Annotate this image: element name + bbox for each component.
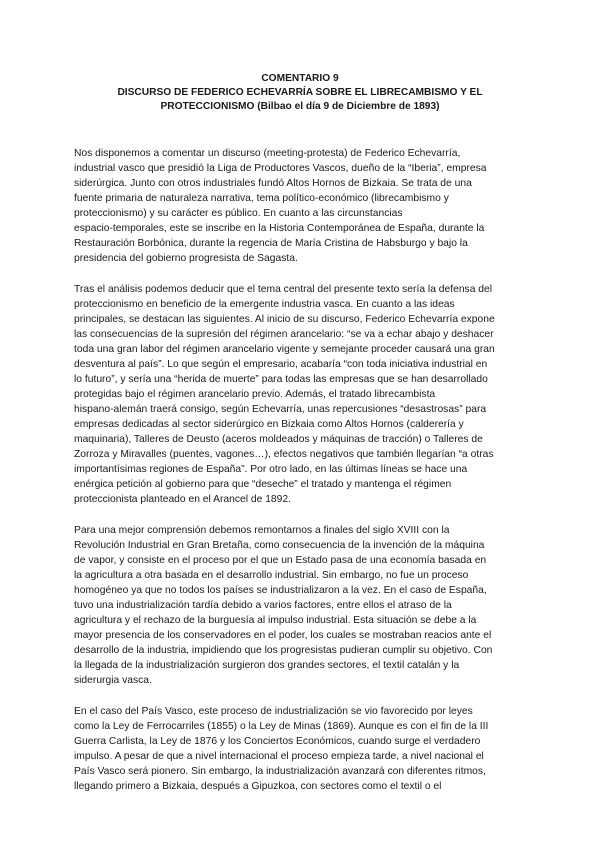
- title-line-1: COMENTARIO 9: [261, 73, 339, 84]
- paragraph-line: protegidas bajo el régimen arancelario previo. Además, el tratado librecambista: [74, 389, 436, 400]
- paragraph-line: maquinaria), Talleres de Deusto (aceros moldeados y máquinas de tracción) o Talleres de: [74, 434, 483, 445]
- paragraph-line: País Vasco será pionero. Sin embargo, la industrialización avanzará con diferentes ritmos,: [74, 766, 486, 777]
- paragraph-line: siderurgia vasca.: [74, 675, 152, 686]
- paragraph-line: presidencia del gobierno progresista de Sagasta.: [74, 253, 298, 264]
- paragraph-line: importantísimas regiones de España”. Por otro lado, en las últimas líneas se hace una: [74, 464, 468, 475]
- paragraph-line: Revolución Industrial en Gran Bretaña, como consecuencia de la invención de la máquina: [74, 540, 485, 551]
- title-line-3: PROTECCIONISMO (Bilbao el día 9 de Diciembre de 1893): [160, 101, 440, 112]
- paragraph-line: Tras el análisis podemos deducir que el tema central del presente texto sería la defensa del: [74, 284, 493, 295]
- paragraph-line: fuente primaria de naturaleza narrativa, tema político-económico (librecambismo y: [74, 193, 449, 204]
- paragraph-line: hispano-alemán traerá consigo, según Echevarría, unas repercusiones “desastrosas” para: [74, 404, 487, 415]
- title-line-2: DISCURSO DE FEDERICO ECHEVARRÍA SOBRE EL LIBRECAMBISMO Y EL: [117, 87, 483, 98]
- paragraph-4: [74, 704, 526, 794]
- paragraph-line: las consecuencias de la supresión del régimen arancelario: “se va a echar abajo y deshacer: [74, 329, 494, 340]
- paragraph-line: desventura al país”. Lo que según el empresario, acabaría “con toda iniciativa industrial en: [74, 359, 488, 370]
- paragraph-line: de vapor, y consiste en el proceso por el que un Estado pasa de una economía basada en: [74, 555, 487, 566]
- paragraph-line: la llegada de la industrialización surgieron dos grandes sectores, el textil catalán y la: [74, 660, 460, 671]
- paragraph-line: llegando primero a Bizkaia, después a Gipuzkoa, con sectores como el textil o el: [74, 781, 442, 792]
- paragraph-3: [74, 523, 526, 688]
- paragraph-line: lo futuro”, y sería una “herida de muerte” para todas las empresas que se han desarrollado: [74, 374, 488, 385]
- paragraph-line: principales, se destacan las siguientes. Al inicio de su discurso, Federico Echevarría expone: [74, 314, 495, 325]
- document-body: [74, 146, 526, 810]
- paragraph-line: la agricultura a otra basada en el desarrollo industrial. Sin embargo, no fue un proceso: [74, 570, 469, 581]
- paragraph-line: Guerra Carlista, la Ley de 1876 y los Conciertos Económicos, cuando surge el verdadero: [74, 736, 481, 747]
- paragraph-line: industrial vasco que presidió la Liga de Productores Vascos, dueño de la “Iberia”, empresa: [74, 163, 487, 174]
- paragraph-2: [74, 282, 526, 507]
- paragraph-line: Para una mejor comprensión debemos remontarnos a finales del siglo XVIII con la: [74, 525, 450, 536]
- paragraph-line: Zorroza y Miravalles (puentes, vagones…), efectos negativos que también llegarían “a otras: [74, 449, 494, 460]
- paragraph-line: homogéneo ya que no todos los países se industrializaron a la vez. En el caso de España,: [74, 585, 487, 596]
- paragraph-line: siderúrgica. Junto con otros industriales fundó Altos Hornos de Bizkaia. Se trata de una: [74, 178, 472, 189]
- paragraph-line: enérgica petición al gobierno para que “deseche” el tratado y mantenga el régimen: [74, 479, 452, 490]
- paragraph-line: toda una gran labor del régimen arancelario vigente y semejante proceder causará una gran: [74, 344, 495, 355]
- paragraph-line: Restauración Borbónica, durante la regencia de María Cristina de Habsburgo y bajo la: [74, 238, 468, 249]
- paragraph-line: desarrollo de la industria, impidiendo que los progresistas pudieran cumplir su objetivo. Con: [74, 645, 493, 656]
- paragraph-1: [74, 146, 526, 266]
- paragraph-line: espacio-temporales, este se inscribe en la Historia Contemporánea de España, durante la: [74, 223, 485, 234]
- paragraph-line: tuvo una industrialización tardía debido a varios factores, entre ellos el atraso de la: [74, 600, 452, 611]
- paragraph-line: proteccionismo en beneficio de la emergente industria vasca. En cuanto a las ideas: [74, 299, 455, 310]
- paragraph-line: Nos disponemos a comentar un discurso (meeting-protesta) de Federico Echevarría,: [74, 148, 461, 159]
- paragraph-line: proteccionismo) y su carácter es público. En cuanto a las circunstancias: [74, 208, 403, 219]
- paragraph-line: proteccionista planteado en el Arancel de 1892.: [74, 494, 291, 505]
- paragraph-line: En el caso del País Vasco, este proceso de industrialización se vio favorecido por leyes: [74, 706, 473, 717]
- document-heading: [76, 72, 524, 114]
- paragraph-line: impulso. A pesar de que a nivel internacional el proceso empieza tarde, a nivel nacional el: [74, 751, 484, 762]
- paragraph-line: agricultura y el rechazo de la burguesía al impulso industrial. Esta situación se debe a la: [74, 615, 477, 626]
- paragraph-line: mayor presencia de los conservadores en el poder, los cuales se mostraban reacios ante el: [74, 630, 492, 641]
- paragraph-line: empresas dedicadas al sector siderúrgico en Bizkaia como Altos Hornos (calderería y: [74, 419, 464, 430]
- paragraph-line: como la Ley de Ferrocarriles (1855) o la Ley de Minas (1869). Aunque es con el fin de la III: [74, 721, 489, 732]
